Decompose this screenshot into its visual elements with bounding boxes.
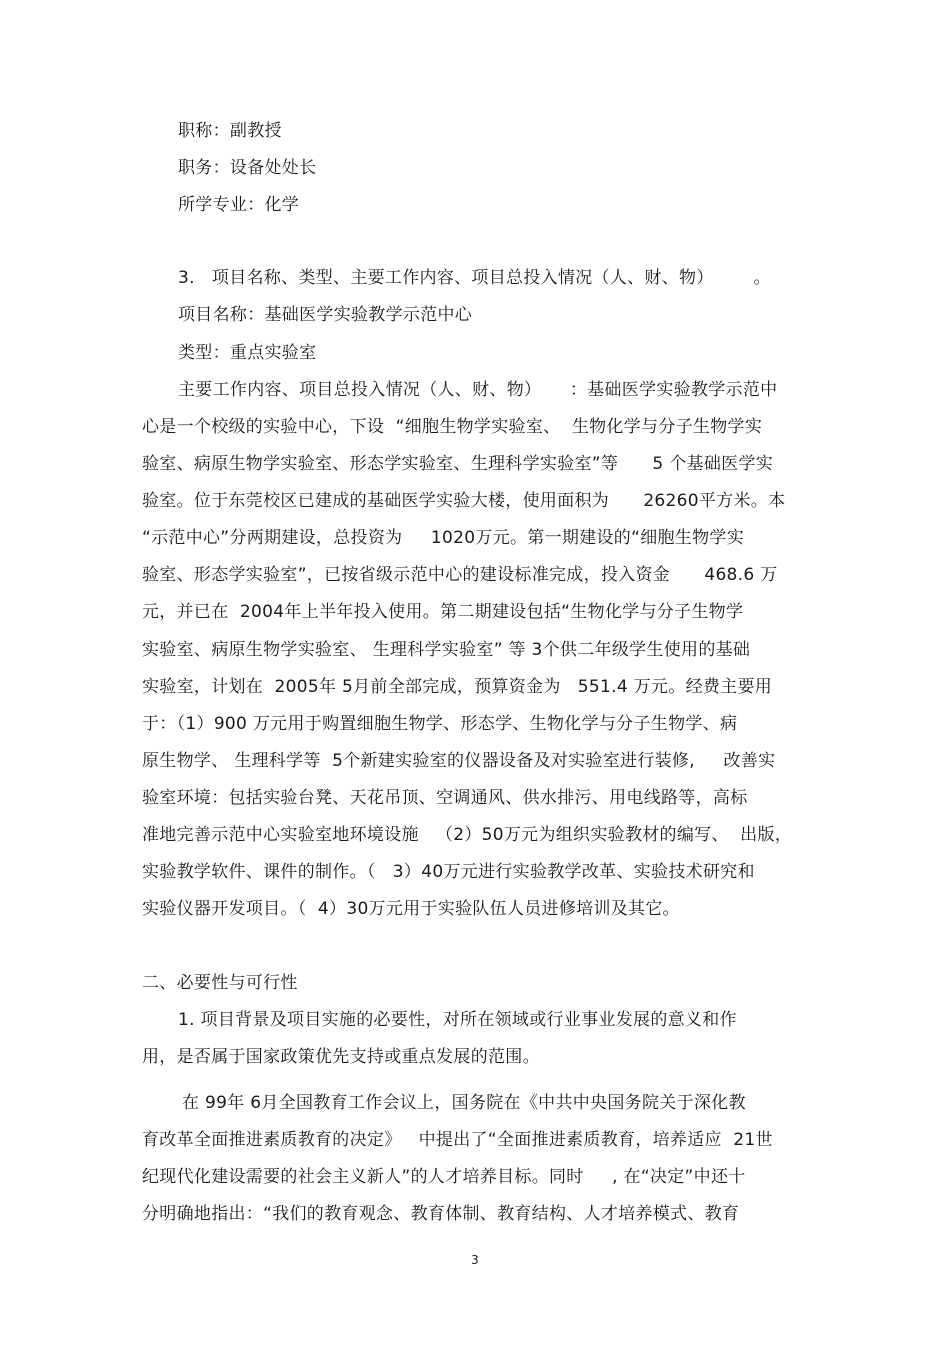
section3-body-line: 实验仪器开发项目。（ 4）30万元用于实验队伍人员进修培训及其它。	[142, 899, 680, 919]
section3-body-line: 主要工作内容、项目总投入情况（人、财、物） ：基础医学实验教学示范中	[178, 380, 778, 400]
section3-body-line: 元，并已在 2004年上半年投入使用。第二期建设包括“生物化学与分子生物学	[142, 602, 744, 622]
section3-body-line: 实验室，计划在 2005年 5月前全部完成，预算资金为 551.4 万元。经费主要用	[142, 677, 773, 697]
section-two-body-line: 分明确地指出：“我们的教育观念、教育体制、教育结构、人才培养模式、教育	[142, 1204, 740, 1224]
section3-body-line: 验室。位于东莞校区已建成的基础医学实验大楼，使用面积为 26260平方米。本	[142, 491, 786, 511]
section3-heading: 3. 项目名称、类型、主要工作内容、项目总投入情况（人、财、物） 。	[178, 268, 771, 288]
position-line: 职务：设备处处长	[178, 158, 317, 178]
section3-body-line: 准地完善示范中心实验室地环境设施 （2）50万元为组织实验教材的编写、 出版，	[142, 825, 793, 845]
section3-body-line: 验室、形态学实验室”，已按省级示范中心的建设标准完成，投入资金 468.6 万	[142, 565, 778, 585]
section3-body-line: 实验教学软件、课件的制作。（ 3）40万元进行实验教学改革、实验技术研究和	[142, 862, 755, 882]
page-number: 3	[471, 1253, 479, 1267]
section-two-subheading: 用，是否属于国家政策优先支持或重点发展的范围。	[142, 1047, 540, 1067]
section3-body-line: 验室环境：包括实验台凳、天花吊顶、空调通风、供水排污、用电线路等，高标	[142, 788, 748, 808]
section-two-body-line: 纪现代化建设需要的社会主义新人”的人才培养目标。同时 , 在“决定”中还十	[142, 1167, 746, 1187]
section3-body-line: 心是一个校级的实验中心，下设 “细胞生物学实验室、 生物化学与分子生物学实	[142, 417, 763, 437]
project-name-line: 项目名称：基础医学实验教学示范中心	[178, 305, 473, 325]
project-type-line: 类型：重点实验室	[178, 343, 317, 363]
section3-body-line: 验室、病原生物学实验室、形态学实验室、生理科学实验室”等 5 个基础医学实	[142, 454, 774, 474]
section3-body-line: 实验室、病原生物学实验室、 生理科学实验室” 等 3个供二年级学生使用的基础	[142, 640, 751, 660]
section3-body-line: 于：（1）900 万元用于购置细胞生物学、形态学、生物化学与分子生物学、病	[142, 714, 738, 734]
section-two-heading: 二、必要性与可行性	[142, 973, 298, 993]
title-line: 职称：副教授	[178, 121, 282, 141]
section-two-body-line: 在 99年 6月全国教育工作会议上，国务院在《中共中央国务院关于深化教	[182, 1093, 746, 1113]
section3-body-line: 原生物学、 生理科学等 5个新建实验室的仪器设备及对实验室进行装修, 改善实	[142, 751, 776, 771]
section-two-body-line: 育改革全面推进素质教育的决定》 中提出了“全面推进素质教育，培养适应 21世	[142, 1130, 773, 1150]
section-two-subheading: 1. 项目背景及项目实施的必要性，对所在领域或行业事业发展的意义和作	[178, 1010, 737, 1030]
section3-body-line: “示范中心”分两期建设，总投资为 1020万元。第一期建设的“细胞生物学实	[142, 528, 745, 548]
major-line: 所学专业：化学	[178, 195, 300, 215]
